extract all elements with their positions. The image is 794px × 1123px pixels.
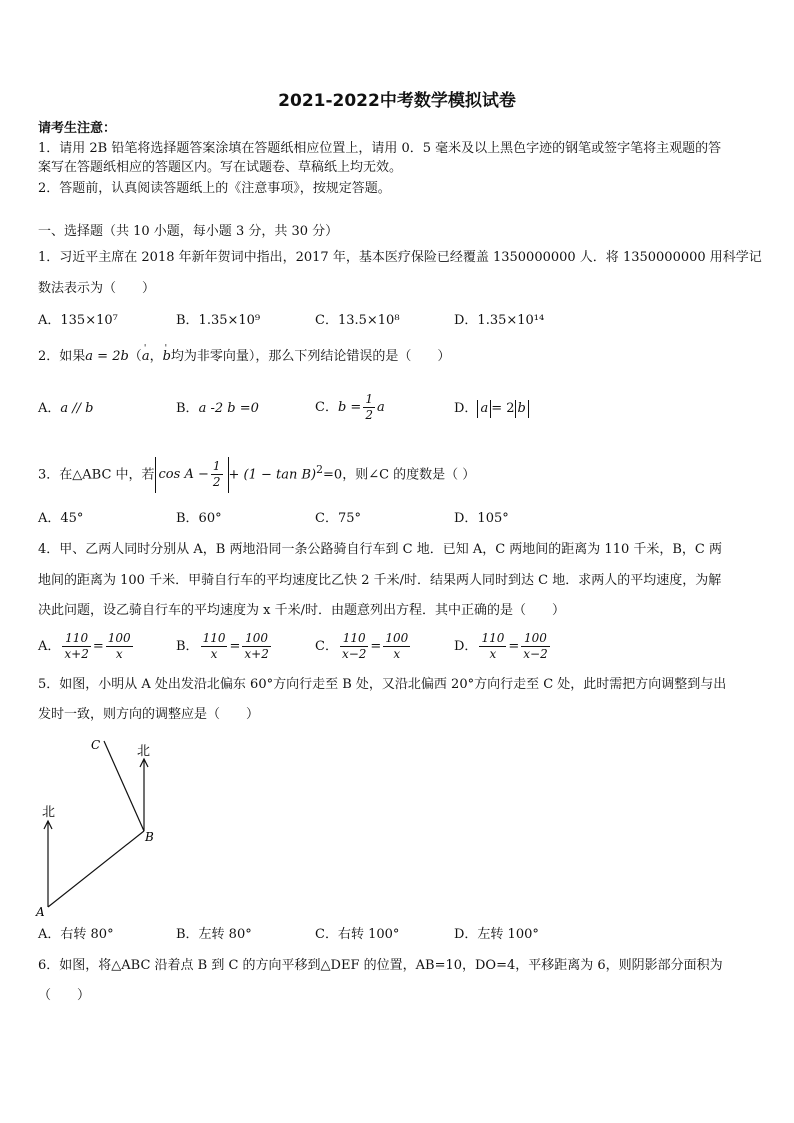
q4-option-c: [315, 627, 412, 667]
q3-option-a: A．45°: [38, 511, 84, 526]
q2-option-c-numerator: 1: [365, 392, 373, 406]
q1-option-d: D．1.35×10¹⁴: [454, 313, 545, 328]
q5-option-b: B．左转 80°: [176, 927, 252, 942]
q3-denominator: 2: [212, 474, 221, 489]
segment-ab: [48, 831, 144, 907]
point-b-label: B: [145, 830, 154, 844]
q4-fraction: [62, 631, 90, 662]
q4-equals: =: [229, 639, 241, 654]
q2-option-d-abs-b: b: [515, 400, 529, 418]
q3-absolute-value: [155, 457, 229, 493]
q4-denominator: x−2: [523, 647, 548, 661]
q2-option-c-lhs: b =: [337, 400, 362, 415]
q5-line-1: 5．如图，小明从 A 处出发沿北偏东 60°方向行走至 B 处，又沿北偏西 20°方向行走至 C 处，此时需把方向调整到与出: [38, 677, 727, 692]
q4-numerator: 100: [521, 631, 549, 647]
q2-option-a-expr: a // b: [60, 401, 94, 416]
q4-numerator: 110: [62, 631, 90, 647]
q4-option-a: [38, 627, 135, 667]
point-c-label: C: [91, 738, 101, 752]
q4-fraction: [340, 631, 368, 662]
q2-suffix: 均为非零向量），那么下列结论错误的是（ ）: [170, 349, 451, 364]
q4-option-d: [454, 627, 552, 667]
q4-numerator: 100: [107, 631, 131, 645]
q2-option-c: [315, 388, 385, 428]
q4-line-3: 决此问题，设乙骑自行车的平均速度为 x 千米/时．由题意列出方程．其中正确的是（ ）: [38, 603, 565, 618]
q2-comma: ，: [149, 349, 163, 364]
q3-option-c: C．75°: [315, 511, 361, 526]
q4-option-b: [176, 627, 273, 667]
q2-stem: [38, 348, 450, 366]
point-a-label: A: [36, 905, 45, 919]
q4-fraction: [106, 631, 133, 662]
q4-fraction: [521, 631, 549, 662]
q5-direction-figure: [30, 735, 180, 920]
q3-numerator: 1: [212, 458, 221, 473]
q2-option-c-label: C．: [315, 400, 338, 415]
notice-heading: 请考生注意：: [38, 121, 117, 136]
q4-equals: =: [92, 639, 104, 654]
q4-numerator: 110: [340, 631, 368, 647]
q4-denominator: x: [393, 647, 401, 661]
q3-stem: [38, 450, 475, 495]
q5-line-2: 发时一致，则方向的调整应是（ ）: [38, 707, 260, 722]
q2-option-c-rhs: a: [376, 400, 385, 415]
q3-option-b: B．60°: [176, 511, 222, 526]
q4-denominator: x−2: [341, 647, 367, 661]
q4-fraction: [383, 631, 410, 662]
q6-line-2: （ ）: [38, 988, 91, 1003]
q4-numerator: 100: [385, 631, 409, 645]
q2-option-a-label: A．: [38, 401, 61, 416]
q2-option-b-label: B．: [176, 401, 199, 416]
q5-option-d: D．左转 100°: [454, 927, 539, 942]
q1-option-c: C．13.5×10⁸: [315, 313, 400, 328]
q4-equals: =: [370, 639, 382, 654]
q1-option-b: B．1.35×10⁹: [176, 313, 261, 328]
q4-fraction: [201, 631, 228, 662]
q4-denominator: x: [210, 647, 218, 661]
north-label-a: 北: [42, 805, 56, 820]
q4-numerator: 110: [481, 631, 505, 645]
q3-tan-term: + (1 − tan B): [228, 467, 317, 483]
q2-option-b: [176, 400, 259, 418]
north-label-b: 北: [137, 744, 151, 759]
q4-option-label: A．: [38, 639, 61, 654]
q3-fraction: [211, 459, 223, 490]
q3-suffix: =0，则∠C 的度数是（ ）: [323, 467, 476, 483]
q4-numerator: 100: [242, 631, 270, 647]
q2-vector-a: ' a: [142, 349, 150, 364]
q6-line-1: 6．如图，将△ABC 沿着点 B 到 C 的方向平移到△DEF 的位置，AB=10，DO=4，平移距离为 6，则阴影部分面积为: [38, 958, 723, 973]
q4-numerator: 110: [202, 631, 226, 645]
q2-mid: （: [128, 349, 142, 364]
q4-denominator: x: [489, 647, 497, 661]
q2-option-d: [454, 400, 529, 418]
page-title: 2021-2022中考数学模拟试卷: [278, 91, 516, 111]
q4-fraction: [479, 631, 506, 662]
q2-prefix: 2．如果: [38, 349, 86, 364]
q2-option-a: [38, 400, 94, 418]
q2-option-d-mid: = 2: [491, 401, 515, 416]
q1-line-1: 1．习近平主席在 2018 年新年贺词中指出，2017 年，基本医疗保险已经覆盖 1350000000 人．将 1350000000 用科学记: [38, 250, 762, 265]
q4-fraction: [242, 631, 270, 662]
q2-vector-b: ' b: [163, 349, 171, 364]
q5-option-c: C．右转 100°: [315, 927, 400, 942]
q4-line-2: 地间的距离为 100 千米．甲骑自行车的平均速度比乙快 2 千米/时．结果两人同时到达 C 地．求两人的平均速度，为解: [38, 573, 722, 588]
q3-option-d: D．105°: [454, 511, 509, 526]
notice-item-2: 2．答题前，认真阅读答题纸上的《注意事项》，按规定答题。: [38, 181, 391, 196]
q2-condition: a = 2b: [85, 349, 129, 364]
notice-item-1b: 案写在答题纸相应的答题区内。写在试题卷、草稿纸上均无效。: [38, 160, 403, 175]
q3-cos-term: cos A −: [158, 466, 209, 482]
q4-option-label: D．: [454, 639, 478, 654]
q5-option-a: A．右转 80°: [38, 927, 114, 942]
q1-line-2: 数法表示为（ ）: [38, 281, 156, 296]
q2-option-b-expr: a -2 b =0: [198, 401, 259, 416]
q1-option-a: A．135×10⁷: [38, 313, 118, 328]
section-heading: 一、选择题（共 10 小题，每小题 3 分，共 30 分）: [38, 224, 339, 239]
q4-denominator: x+2: [64, 647, 89, 661]
q4-denominator: x+2: [244, 647, 269, 661]
q2-option-c-denominator: 2: [365, 408, 373, 422]
q4-option-label: B．: [176, 639, 199, 654]
q3-prefix: 3．在△ABC 中，若: [38, 467, 155, 483]
q4-option-label: C．: [315, 639, 338, 654]
q3-exponent: 2: [316, 463, 324, 476]
q4-line-1: 4．甲、乙两人同时分别从 A，B 两地沿同一条公路骑自行车到 C 地．已知 A，C 两地间的距离为 110 千米，B，C 两: [38, 542, 722, 557]
notice-item-1a: 1．请用 2B 铅笔将选择题答案涂填在答题纸相应位置上，请用 0．5 毫米及以上黑色字迹的钢笔或签字笔将主观题的答: [38, 141, 722, 156]
q2-option-c-fraction: [363, 392, 375, 423]
q2-option-d-label: D．: [454, 401, 478, 416]
q2-option-d-abs-a: a: [477, 400, 491, 418]
q4-equals: =: [508, 639, 520, 654]
q4-denominator: x: [115, 647, 123, 661]
